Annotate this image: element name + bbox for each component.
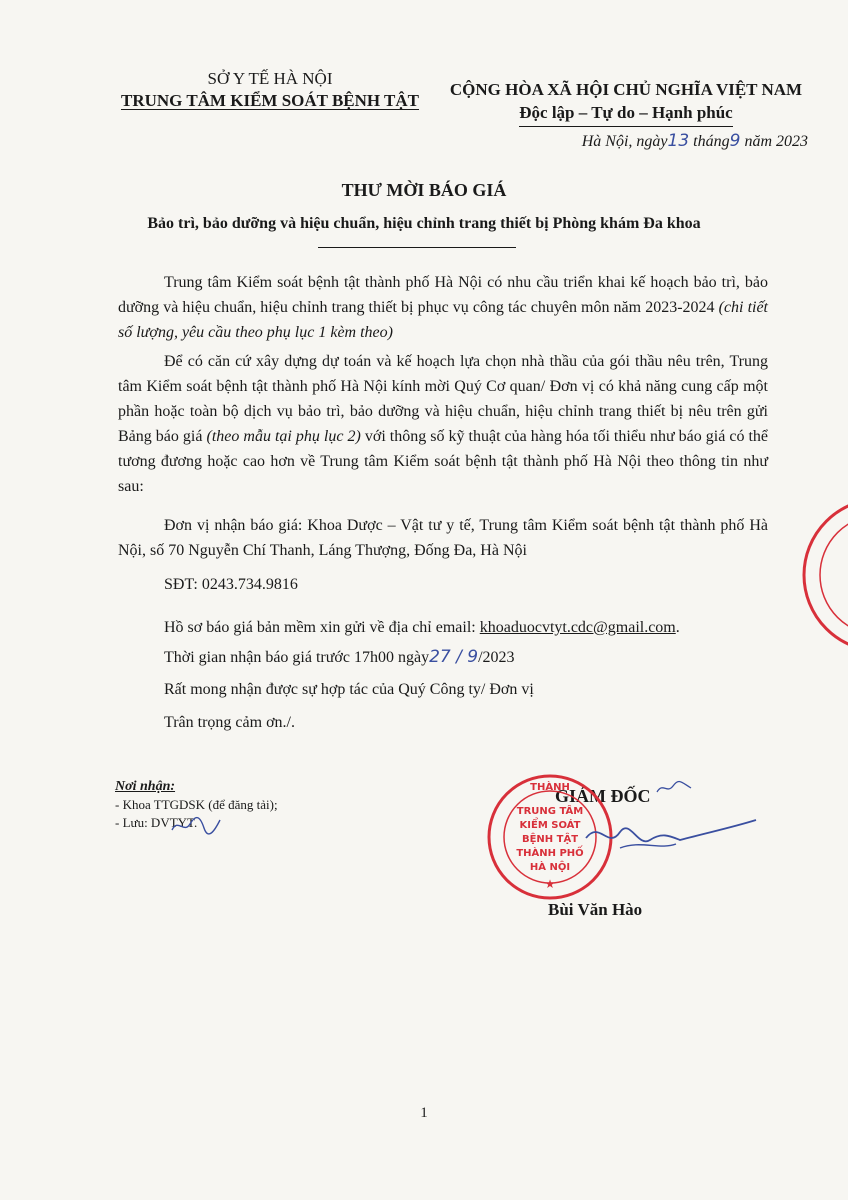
svg-text:★: ★ (544, 877, 556, 891)
document-title: THƯ MỜI BÁO GIÁ (341, 180, 507, 200)
email-link[interactable]: khoaduocvtyt.cdc@gmail.com (479, 619, 676, 636)
signature-title: GIÁM ĐỐC (555, 786, 651, 806)
stamp-line: BỆNH TẬT (521, 834, 579, 845)
page-number: 1 (420, 1105, 428, 1121)
paragraph-intro: Trung tâm Kiểm soát bệnh tật thành phố Hà Nội có nhu cầu triển khai kế hoạch bảo trì, bảo dưỡng và hiệu chuẩn, hiệu chỉnh trang thiết bị phục vụ công tác chuyên môn năm 2023-2024 (chi tiết số lượng, yêu cầu theo phụ lục 1 kèm theo) (118, 274, 769, 341)
paragraph-invitation: Để có căn cứ xây dựng dự toán và kế hoạch lựa chọn nhà thầu của gói thầu nêu trên, Trung tâm Kiểm soát bệnh tật thành phố Hà Nội kính mời Quý Cơ quan/ Đơn vị có khả năng cung cấp một phần hoặc toàn bộ dịch vụ bảo trì, bảo dưỡng và hiệu chuẩn, hiệu chỉnh trang thiết bị nêu trên gửi Bảng báo giá (theo mẫu tại phụ lục 2) với thông số kỹ thuật của hàng hóa tối thiểu như báo giá có thể tương đương hoặc cao hơn về Trung tâm Kiểm soát bệnh tật thành phố Hà Nội theo thông tin như sau: (118, 353, 769, 495)
director-signature (580, 810, 760, 860)
partial-stamp-edge (800, 490, 848, 660)
issue-date: Hà Nội, ngày13 tháng9 năm 2023 (581, 131, 808, 151)
signer-name: Bùi Văn Hào (548, 900, 643, 919)
document-subtitle: Bảo trì, bảo dưỡng và hiệu chuẩn, hiệu chỉnh trang thiết bị Phòng khám Đa khoa (147, 215, 701, 232)
stamp-line: TRUNG TÂM (516, 806, 584, 817)
deadline-line: Thời gian nhận báo giá trước 17h00 ngày27 / 9/2023 (164, 647, 515, 667)
phone-number: SĐT: 0243.734.9816 (164, 576, 298, 593)
initial-mark (655, 778, 695, 798)
initials-signature (168, 810, 228, 840)
email-line: Hồ sơ báo giá bản mềm xin gửi về địa chỉ email: khoaduocvtyt.cdc@gmail.com. (164, 619, 680, 636)
org-name: TRUNG TÂM KIỂM SOÁT BỆNH TẬT (120, 91, 420, 110)
organization-header (105, 68, 435, 112)
nation-name: CỘNG HÒA XÃ HỘI CHỦ NGHĨA VIỆT NAM (449, 80, 803, 99)
handwritten-day: 13 (667, 131, 690, 151)
closing-cooperation: Rất mong nhận được sự hợp tác của Quý Công ty/ Đơn vị (164, 681, 534, 698)
stamp-ring-text: THÀNH (530, 782, 570, 793)
closing-thanks: Trân trọng cảm ơn./. (164, 714, 295, 731)
national-header (430, 78, 822, 127)
title-underline (318, 247, 516, 248)
recipient-item: - Lưu: DVTYT. (115, 815, 198, 830)
handwritten-month: 9 (729, 131, 741, 151)
national-motto: Độc lập – Tự do – Hạnh phúc (519, 101, 732, 127)
receiving-unit: Đơn vị nhận báo giá: Khoa Dược – Vật tư y tế, Trung tâm Kiểm soát bệnh tật thành phố Hà Nội, số 70 Nguyễn Chí Thanh, Láng Thượng, Đống Đa, Hà Nội (118, 517, 768, 559)
stamp-line: KIỂM SOÁT (519, 820, 581, 831)
handwritten-deadline-month: 9 (467, 647, 479, 667)
stamp-line: HÀ NỘI (529, 862, 571, 873)
org-parent-name: SỞ Y TẾ HÀ NỘI (207, 69, 333, 88)
handwritten-deadline-day: 27 (429, 647, 451, 667)
stamp-line: THÀNH PHỐ (516, 848, 584, 859)
recipient-item: - Khoa TTGDSK (để đăng tải); (115, 797, 278, 812)
recipients-heading: Nơi nhận: (115, 779, 176, 794)
